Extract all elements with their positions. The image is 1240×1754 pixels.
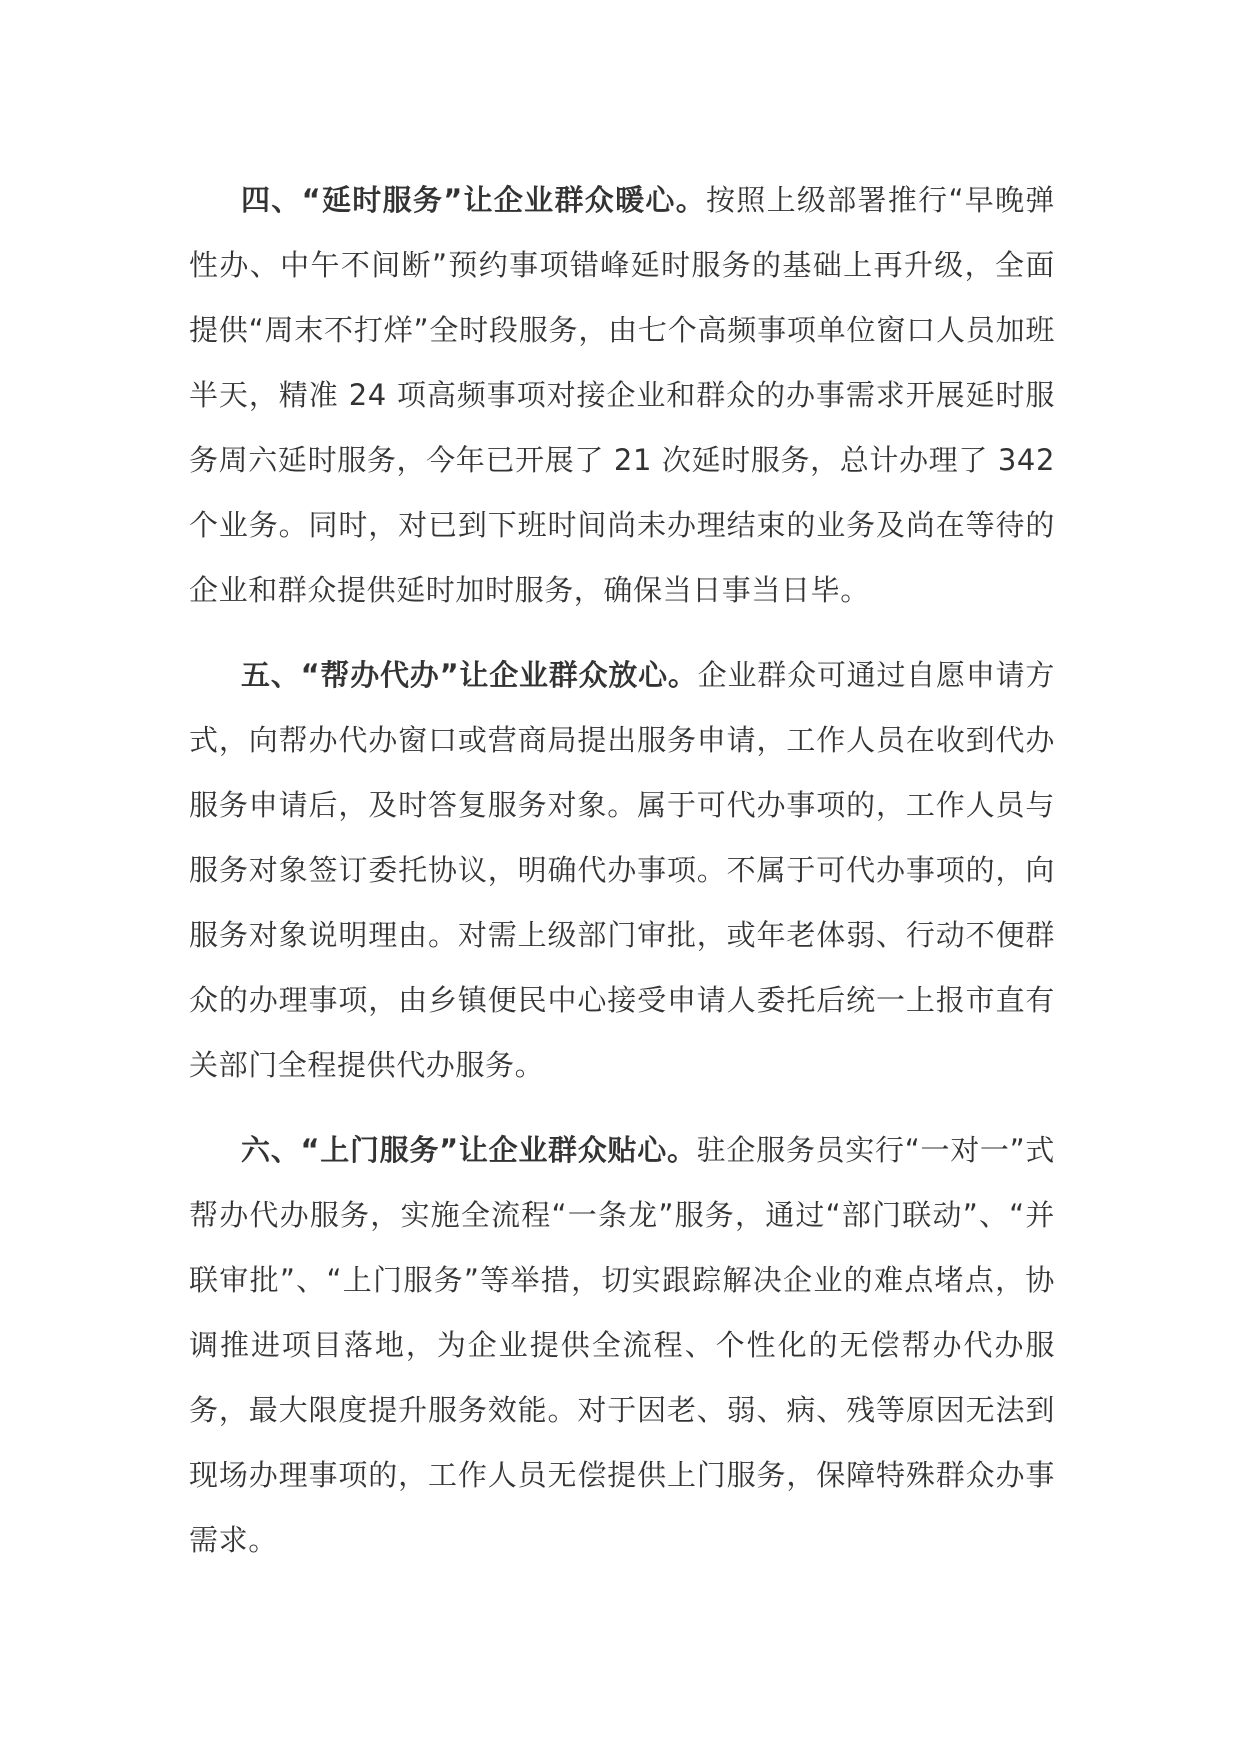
paragraph-heading: 五、“帮办代办”让企业群众放心。: [241, 658, 698, 692]
paragraph-heading: 四、“延时服务”让企业群众暖心。: [241, 183, 706, 217]
paragraph-body: 驻企服务员实行“一对一”式帮办代办服务，实施全流程“一条龙”服务，通过“部门联动”、“并联审批”、“上门服务”等举措，切实跟踪解决企业的难点堵点，协调推进项目落地，为企业提供全流程、个性化的无偿帮办代办服务，最大限度提升服务效能。对于因老、弱、病、残等原因无法到现场办理事项的，工作人员无偿提供上门服务，保障特殊群众办事需求。: [189, 1133, 1055, 1557]
paragraph-agency-service: [189, 643, 1055, 1098]
paragraph-body: 按照上级部署推行“早晚弹性办、中午不间断”预约事项错峰延时服务的基础上再升级，全面提供“周末不打烊”全时段服务，由七个高频事项单位窗口人员加班半天，精准 24 项高频事项对接企业和群众的办事需求开展延时服务周六延时服务，今年已开展了 21 次延时服务，总计办理了 342 个业务。同时，对已到下班时间尚未办理结束的业务及尚在等待的企业和群众提供延时加时服务，确保当日事当日毕。: [189, 183, 1055, 607]
paragraph-heading: 六、“上门服务”让企业群众贴心。: [241, 1133, 697, 1167]
paragraph-door-to-door-service: [189, 1118, 1055, 1573]
paragraph-body: 企业群众可通过自愿申请方式，向帮办代办窗口或营商局提出服务申请，工作人员在收到代办服务申请后，及时答复服务对象。属于可代办事项的，工作人员与服务对象签订委托协议，明确代办事项。不属于可代办事项的，向服务对象说明理由。对需上级部门审批，或年老体弱、行动不便群众的办理事项，由乡镇便民中心接受申请人委托后统一上报市直有关部门全程提供代办服务。: [189, 658, 1055, 1082]
document-page: [189, 168, 1055, 1593]
paragraph-extended-hours-service: [189, 168, 1055, 623]
